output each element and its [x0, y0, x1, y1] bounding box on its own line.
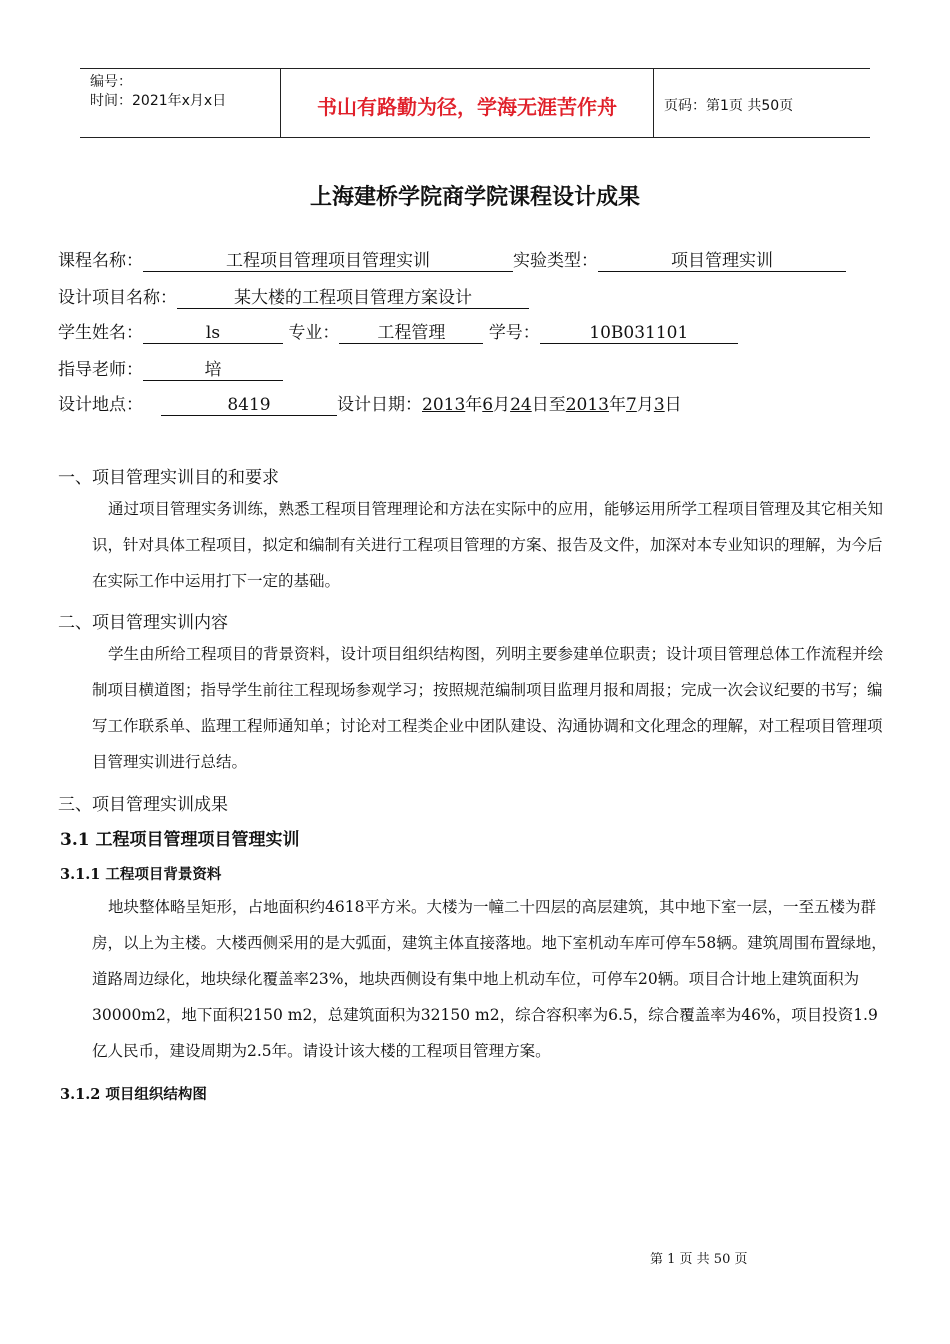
section-3-1-1-text: 地块整体略呈矩形，占地面积约4618平方米。大楼为一幢二十四层的高层建筑，其中地下室一层，一至五楼为群房，以上为主楼。大楼西侧采用的是大弧面，建筑主体直接落地。地下室机动车库可停车58辆。建筑周围布置绿地，道路周边绿化，地块绿化覆盖率23%，地块西侧设有集中地上机动车位，可停车20辆。项目合计地上建筑面积为30000m2，地下面积2150 m2，总建筑面积为32150 m2，综合容积率为6.5，综合覆盖率为46%，项目投资1.9亿人民币，建设周期为2.5年。请设计该大楼的工程项目管理方案。	[92, 898, 887, 1060]
day-char: 日	[664, 395, 682, 415]
section-2-paragraph	[92, 636, 892, 780]
end-month: 7	[626, 395, 637, 415]
exp-type-label: 实验类型：	[513, 251, 598, 271]
day-to-char: 日至	[531, 395, 566, 415]
student-label: 学生姓名：	[58, 323, 143, 343]
section-2-heading: 二、项目管理实训内容	[58, 613, 228, 633]
student-row	[58, 318, 738, 344]
header-middle-cell	[281, 69, 654, 137]
course-value: 工程项目管理项目管理实训	[143, 251, 513, 272]
project-row	[58, 283, 529, 309]
teacher-row	[58, 355, 283, 381]
exp-type-value: 项目管理实训	[598, 251, 846, 272]
section-1-paragraph	[92, 491, 892, 599]
year-char: 年	[465, 395, 483, 415]
start-year: 2013	[422, 395, 466, 415]
teacher-value: 培	[143, 360, 283, 381]
section-3-heading: 三、项目管理实训成果	[58, 795, 228, 815]
course-label: 课程名称：	[58, 251, 143, 271]
id-label: 学号：	[488, 323, 540, 343]
teacher-label: 指导老师：	[58, 360, 143, 380]
end-year: 2013	[565, 395, 609, 415]
project-label: 设计项目名称：	[58, 288, 177, 308]
start-day: 24	[510, 395, 532, 415]
major-label: 专业：	[288, 323, 340, 343]
header-table	[80, 68, 870, 138]
location-row	[58, 390, 682, 416]
student-value: ls	[143, 323, 283, 344]
section-3-1-2-heading: 3.1.2 项目组织结构图	[60, 1086, 207, 1103]
major-value: 工程管理	[339, 323, 483, 344]
section-1-text: 通过项目管理实务训练，熟悉工程项目管理理论和方法在实际中的应用，能够运用所学工程项目管理及其它相关知识，针对具体工程项目，拟定和编制有关进行工程项目管理的方案、报告及文件，加深对本专业知识的理解，为今后在实际工作中运用打下一定的基础。	[92, 500, 884, 590]
month-char: 月	[493, 395, 511, 415]
year-char: 年	[609, 395, 626, 415]
page-footer: 第 1 页 共 50 页	[650, 1252, 748, 1267]
id-value: 10B031101	[540, 323, 738, 344]
motto: 书山有路勤为径，学海无涯苦作舟	[317, 95, 617, 119]
number-label: 编号：	[90, 74, 132, 90]
month-char: 月	[636, 395, 654, 415]
section-3-1-heading: 3.1 工程项目管理项目管理实训	[60, 830, 300, 850]
time-label: 时间：2021年x月x日	[90, 93, 227, 109]
course-row	[58, 246, 846, 272]
date-label: 设计日期：	[337, 395, 422, 415]
project-value: 某大楼的工程项目管理方案设计	[177, 288, 529, 309]
section-1-heading: 一、项目管理实训目的和要求	[58, 468, 279, 488]
section-2-text: 学生由所给工程项目的背景资料，设计项目组织结构图，列明主要参建单位职责；设计项目管理总体工作流程并绘制项目横道图；指导学生前往工程现场参观学习；按照规范编制项目监理月报和周报；完成一次会议纪要的书写；编写工作联系单、监理工程师通知单；讨论对工程类企业中团队建设、沟通协调和文化理念的理解，对工程项目管理项目管理实训进行总结。	[92, 645, 884, 771]
header-right-cell	[654, 69, 870, 137]
section-3-1-1-heading: 3.1.1 工程项目背景资料	[60, 866, 222, 883]
location-label: 设计地点：	[58, 395, 143, 415]
header-left-cell	[80, 69, 281, 137]
document-title: 上海建桥学院商学院课程设计成果	[309, 185, 640, 210]
end-day: 3	[653, 395, 665, 415]
page-info: 页码：第1页 共50页	[664, 98, 794, 114]
section-3-1-1-paragraph	[92, 889, 892, 1069]
start-month: 6	[482, 395, 494, 415]
location-value: 8419	[161, 395, 337, 416]
